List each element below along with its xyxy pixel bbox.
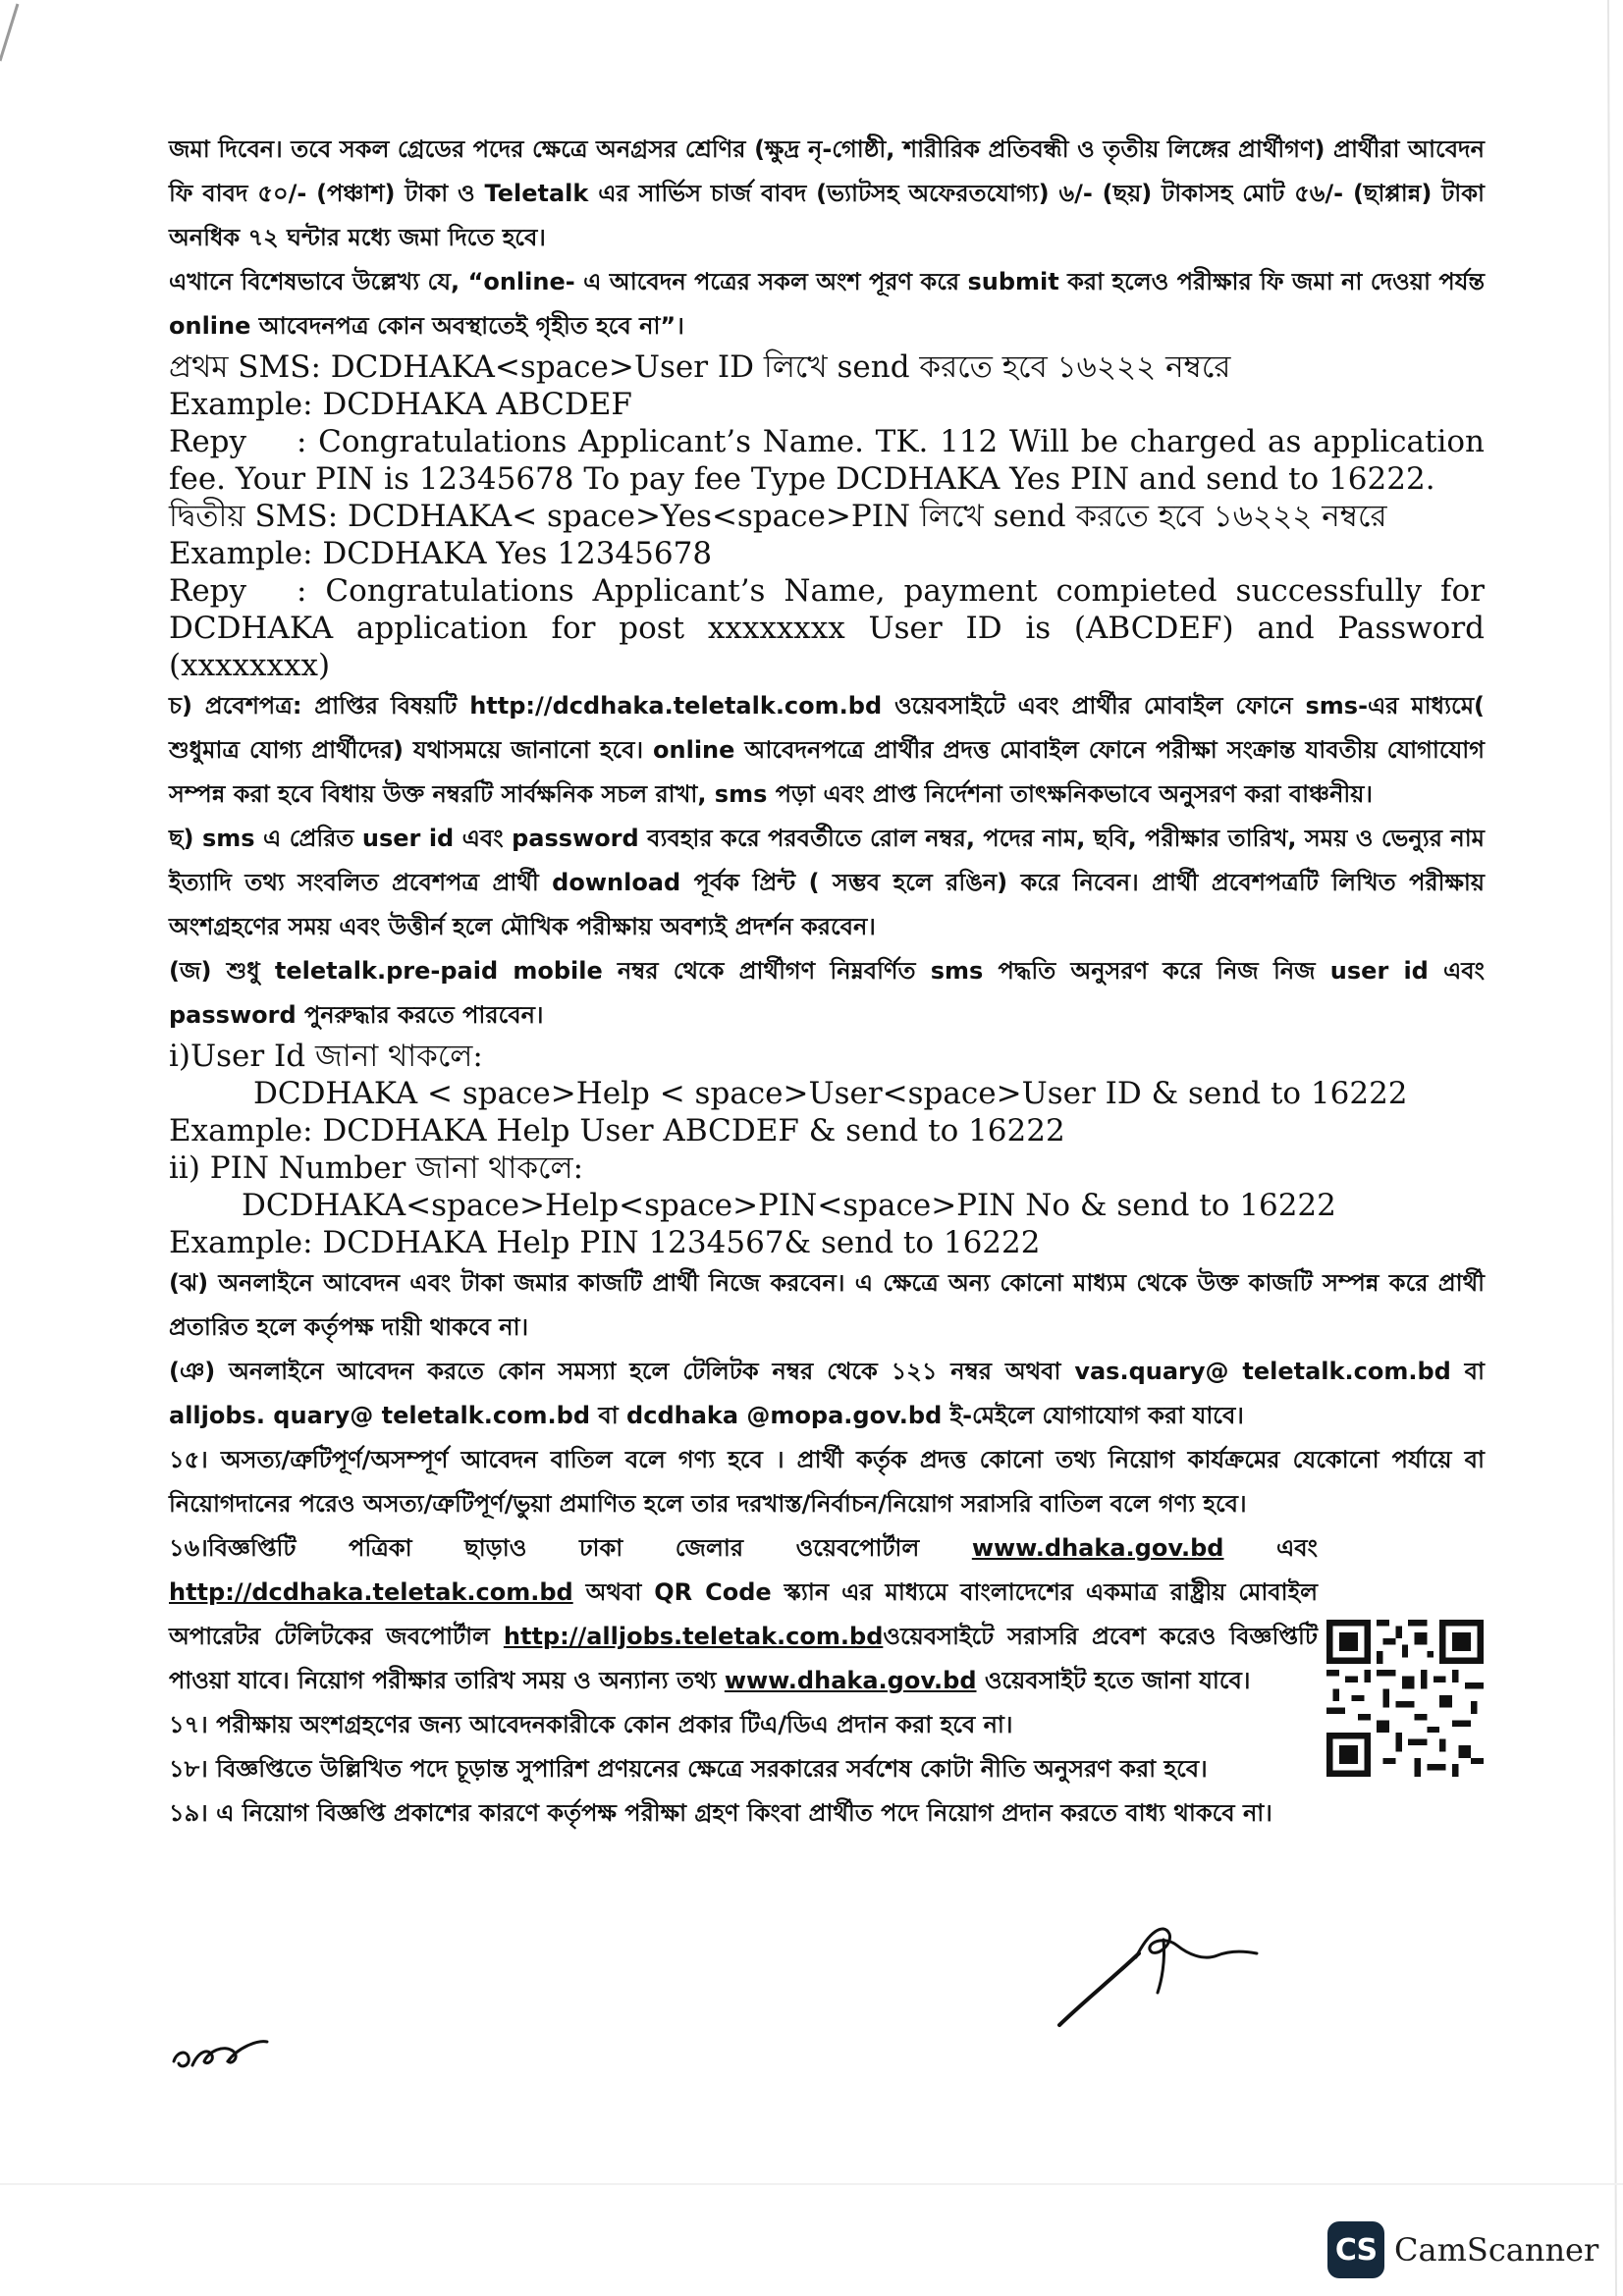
paragraph-17: ১৭। পরীক্ষায় অংশগ্রহণের জন্য আবেদনকারীকে কোন প্রকার টিএ/ডিএ প্রদান করা হবে না। — [169, 1711, 1013, 1738]
paragraph-fee: জমা দিবেন। তবে সকল গ্রেডের পদের ক্ষেত্রে অনগ্রসর শ্রেণির (ক্ষুদ্র নৃ-গোষ্ঠী, শারীরিক প্রতিবন্ধী ও তৃতীয় লিঙ্গের প্রার্থীগণ) প্রার্থীরা আবেদন ফি বাবদ ৫০/- (পঞ্চাশ) টাকা ও Teletalk এর সার্ভিস চার্জ বাবদ (ভ্যাটসহ অফেরতযোগ্য) ৬/- (ছয়) টাকাসহ মোট ৫৬/- (ছাপ্পান্ন) টাকা অনধিক ৭২ ঘন্টার মধ্যে জমা দিতে হবে। — [169, 135, 1485, 251]
recovery-user-id: i)User Id জানা থাকলে: — [169, 1039, 483, 1074]
paragraph-15: ১৫। অসত্য/ত্রুটিপূর্ণ/অসম্পূর্ণ আবেদন বাতিল বলে গণ্য হবে । প্রার্থী কর্তৃক প্রদত্ত কোনো তথ্য নিয়োগ কার্যক্রমের যেকোনো পর্যায়ে বা নিয়োগদানের পরেও অসত্য/ত্রুটিপূর্ণ/ভুয়া প্রমাণিত হলে তার দরখাস্ত/নির্বাচন/নিয়োগ সরাসরি বাতিল বলে গণ্য হবে। — [169, 1446, 1485, 1518]
camscanner-logo-icon: CS — [1327, 2221, 1384, 2278]
example-first: Example: DCDHAKA ABCDEF — [169, 387, 632, 422]
initials-signature — [169, 2022, 277, 2081]
camscanner-name: CamScanner — [1394, 2231, 1599, 2269]
paragraph-16: ১৬।বিজ্ঞপ্তিটি পত্রিকা ছাড়াও ঢাকা জেলার ওয়েবপোর্টাল www.dhaka.gov.bd এবং http://dcdhaka.teletak.com.bd অথবা QR Code স্ক্যান এর মাধ্যমে বাংলাদেশের একমাত্র রাষ্ট্রীয় মোবাইল অপারেটর টেলিটকের জবপোর্টাল http://alljobs.teletak.com.bdওয়েবসাইটে সরাসরি প্রবেশ করেও বিজ্ঞপ্তিটি পাওয়া যাবে। নিয়োগ পরীক্ষার তারিখ সময় ও অন্যান্য তথ্য www.dhaka.gov.bd ওয়েবসাইট হতে জানা যাবে। — [169, 1534, 1319, 1694]
recovery-pin-example: Example: DCDHAKA Help PIN 1234567& send to 16222 — [169, 1225, 1041, 1260]
recovery-user-command: DCDHAKA < space>Help < space>User<space>User ID & send to 16222 — [253, 1076, 1408, 1111]
paragraph-recovery: (জ) শুধু teletalk.pre-paid mobile নম্বর থেকে প্রার্থীগণ নিম্নবর্ণিত sms পদ্ধতি অনুসরণ করে নিজ নিজ user id এবং password পুনরুদ্ধার করতে পারবেন। — [169, 957, 1485, 1029]
link-alljobs[interactable]: http://alljobs.teletak.com.bd — [503, 1623, 884, 1650]
paragraph-18: ১৮। বিজ্ঞপ্তিতে উল্লিখিত পদে চূড়ান্ত সুপারিশ প্রণয়নের ক্ষেত্রে সরকারের সর্বশেষ কোটা নীতি অনুসরণ করা হবে। — [169, 1755, 1208, 1783]
recovery-pin: ii) PIN Number জানা থাকলে: — [169, 1150, 584, 1186]
official-signature — [1055, 1902, 1262, 2030]
recovery-user-example: Example: DCDHAKA Help User ABCDEF & send to 16222 — [169, 1113, 1065, 1148]
sms-first: প্রথম SMS: DCDHAKA<space>User ID লিখে send করতে হবে ১৬২২২ নম্বরে — [169, 349, 1231, 385]
link-dcdhaka-teletalk[interactable]: http://dcdhaka.teletak.com.bd — [169, 1578, 573, 1606]
sms-second: দ্বিতীয় SMS: DCDHAKA< space>Yes<space>PIN লিখে send করতে হবে ১৬২২২ নম্বরে — [169, 499, 1387, 534]
link-dhaka-portal-2[interactable]: www.dhaka.gov.bd — [724, 1667, 977, 1694]
paragraph-contact: (ঞ) অনলাইনে আবেদন করতে কোন সমস্যা হলে টেলিটক নম্বর থেকে ১২১ নম্বর অথবা vas.quary@ teletalk.com.bd বা alljobs. quary@ teletalk.com.bd বা dcdhaka @mopa.gov.bd ই-মেইলে যোগাযোগ করা যাবে। — [169, 1358, 1485, 1429]
recovery-pin-command: DCDHAKA<space>Help<space>PIN<space>PIN No & send to 16222 — [242, 1188, 1336, 1223]
document-body — [169, 128, 1485, 1836]
paragraph-19: ১৯। এ নিয়োগ বিজ্ঞপ্তি প্রকাশের কারণে কর্তৃপক্ষ পরীক্ষা গ্রহণ কিংবা প্রার্থীত পদে নিয়োগ প্রদান করতে বাধ্য থাকবে না। — [169, 1799, 1272, 1827]
paragraph-online-note: এখানে বিশেষভাবে উল্লেখ্য যে, “online- এ আবেদন পত্রের সকল অংশ পূরণ করে submit করা হলেও পরীক্ষার ফি জমা না দেওয়া পর্যন্ত online আবেদনপত্র কোন অবস্থাতেই গৃহীত হবে না”। — [169, 268, 1485, 340]
paragraph-admit-card: চ) প্রবেশপত্র: প্রাপ্তির বিষয়টি http://dcdhaka.teletalk.com.bd ওয়েবসাইটে এবং প্রার্থীর মোবাইল ফোনে sms-এর মাধ্যমে( শুধুমাত্র যোগ্য প্রার্থীদের) যথাসময়ে জানানো হবে। online আবেদনপত্রে প্রার্থীর প্রদত্ত মোবাইল ফোনে পরীক্ষা সংক্রান্ত যাবতীয় যোগাযোগ সম্পন্ন করা হবে বিধায় উক্ত নম্বরটি সার্বক্ষনিক সচল রাখা, sms পড়া এবং প্রাপ্ত নির্দেশনা তাৎক্ষনিকভাবে অনুসরণ করা বাঞ্চনীয়। — [169, 692, 1485, 808]
reply-text: : Congratulations Applicant’s Name. TK. 112 Will be charged as application fee. Your PIN is 12345678 To pay fee Type DCDHAKA Yes PIN and send to 16222. — [169, 424, 1485, 497]
camscanner-watermark — [1327, 2220, 1598, 2279]
paragraph-self-apply: (ঝ) অনলাইনে আবেদন এবং টাকা জমার কাজটি প্রার্থী নিজে করবেন। এ ক্ষেত্রে অন্য কোনো মাধ্যম থেকে উক্ত কাজটি সম্পন্ন করে প্রার্থী প্রতারিত হলে কর্তৃপক্ষ দায়ী থাকবে না। — [169, 1269, 1485, 1341]
reply-text: : Congratulations Applicant’s Name, payment compieted successfully for DCDHAKA application for post xxxxxxxx User ID is (ABCDEF) and Password (xxxxxxxx) — [169, 573, 1485, 683]
reply-first — [169, 423, 1485, 498]
example-second: Example: DCDHAKA Yes 12345678 — [169, 536, 713, 571]
link-dhaka-portal[interactable]: www.dhaka.gov.bd — [971, 1534, 1224, 1562]
reply-label: Repy — [169, 424, 247, 459]
qr-code-image — [1326, 1620, 1484, 1777]
reply-second — [169, 572, 1485, 684]
reply-label: Repy — [169, 573, 247, 609]
paragraph-download: ছ) sms এ প্রেরিত user id এবং password ব্যবহার করে পরবর্তীতে রোল নম্বর, পদের নাম, ছবি, পরীক্ষার তারিখ, সময় ও ভেন্যুর নাম ইত্যাদি তথ্য সংবলিত প্রবেশপত্র প্রার্থী download পূর্বক প্রিন্ট ( সম্ভব হলে রঙিন) করে নিবেন। প্রার্থী প্রবেশপত্রটি লিখিত পরীক্ষায় অংশগ্রহণের সময় এবং উত্তীর্ন হলে মৌখিক পরীক্ষায় অবশ্যই প্রদর্শন করবেন। — [169, 825, 1485, 940]
